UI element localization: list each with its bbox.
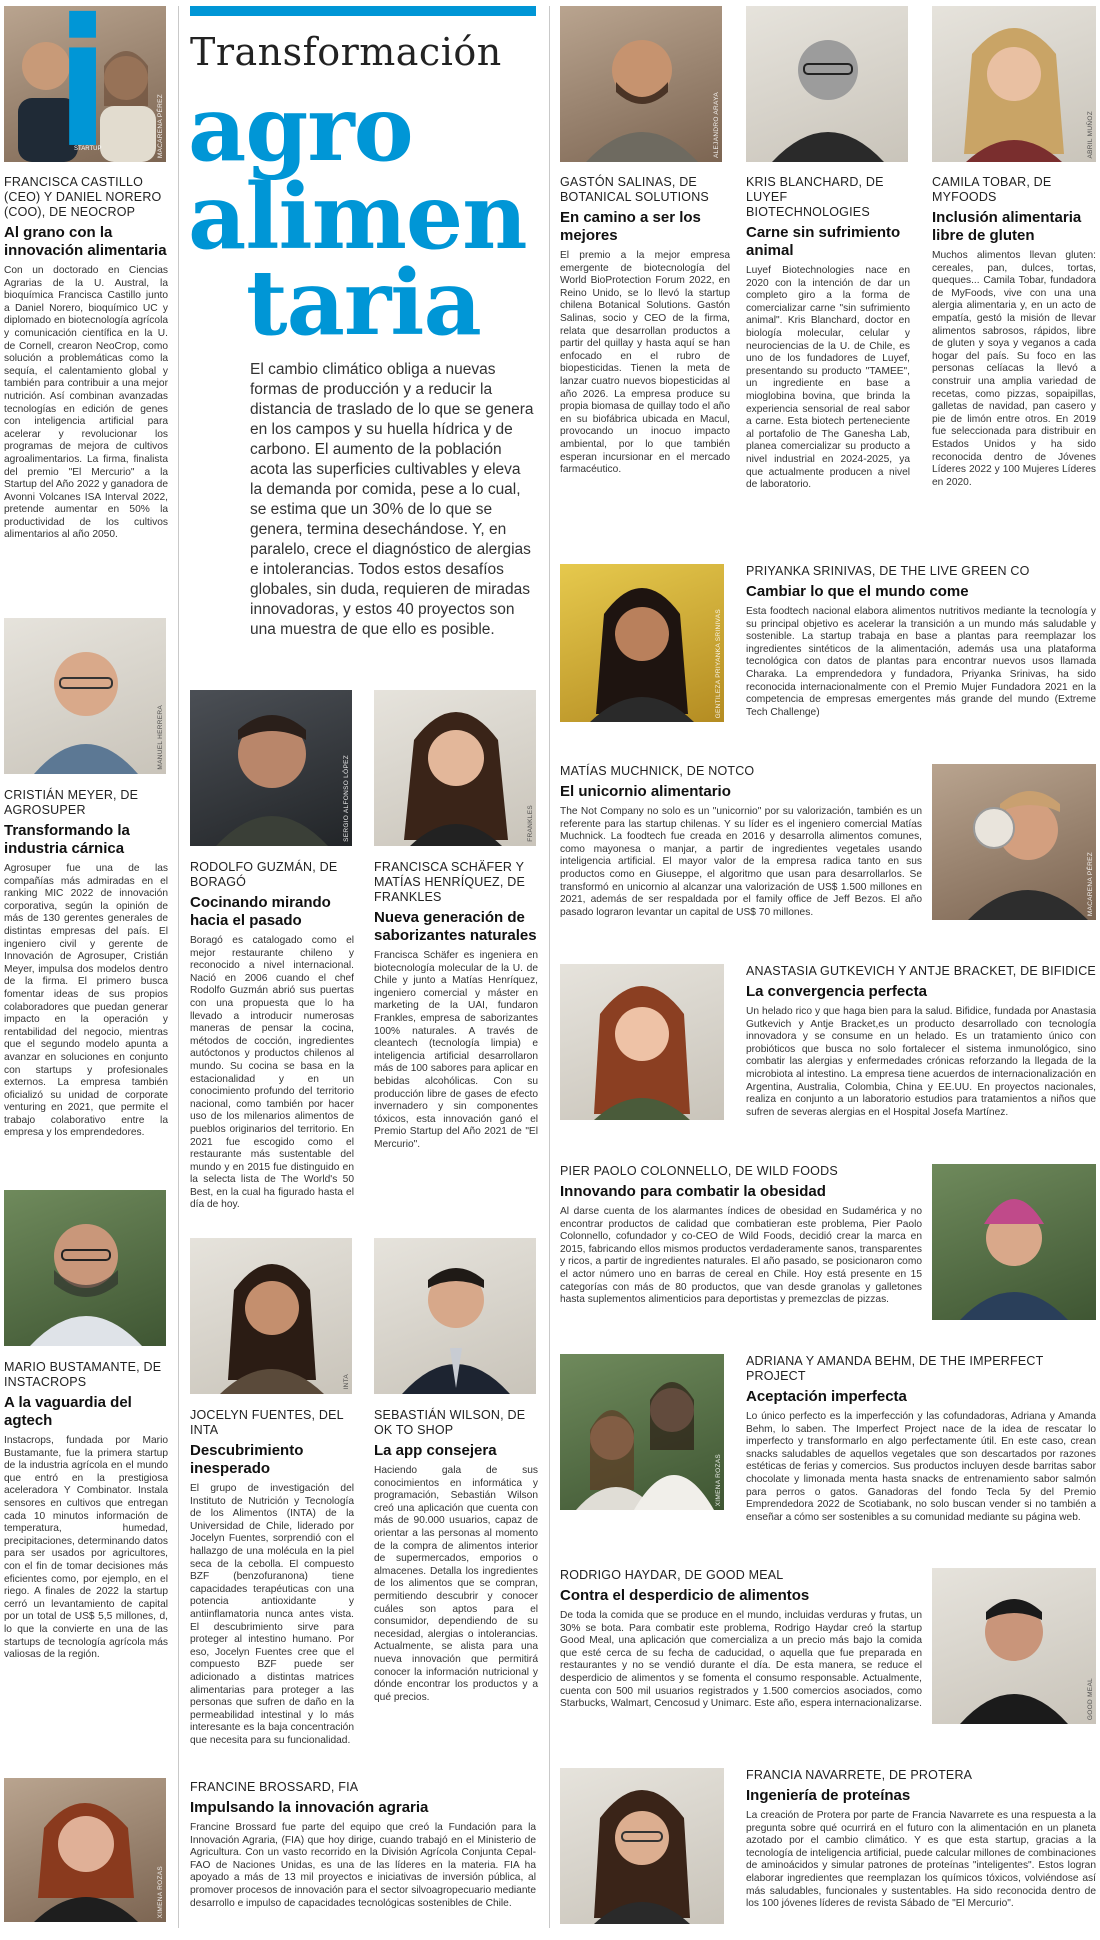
article-livegreen <box>746 564 1096 719</box>
article-imperfect <box>746 1354 1096 1524</box>
goodmeal-photo <box>932 1568 1096 1724</box>
inta-body: El grupo de investigación del Instituto de Nutrición y Tecnología de los Alimentos (INTA) de la Universidad de Chile, liderado por Jocelyn Fuentes, sorprendió con el hallazgo de una molécula en la piel seca de la cebolla. El compuesto BZF (benzofuranona) tiene capacidades terapéuticas con una potencia antioxidante y antiinflamatoria nunca antes vista. El descubrimiento sirve para proteger al intestino humano. Por eso, Jocelyn Fuentes cree que el compuesto BZF puede ser adicionado a distintas matrices alimentarias para proteger a las personas que sufren de daño en la permeabilidad intestinal y lo más interesante es la baja concentración que necesita para su funcionalidad. <box>190 1483 354 1746</box>
two-women-portrait-icon <box>560 1354 724 1510</box>
article-wildfoods <box>560 1164 922 1307</box>
myfoods-photo-credit: ABRIL MUÑOZ <box>1087 110 1094 158</box>
man-portrait-icon <box>4 618 166 774</box>
luyef-photo <box>746 6 908 162</box>
borago-body: Boragó es catalogado como el mejor restaurante chileno y reconocido a nivel internacional. Nació en 2006 cuando el chef Rodolfo Guzmán abrió sus puertas con una propuesta que lo ha llevado a introducir numerosas maneras de pensar la cocina, métodos de cocción, ingredientes autóctonos y productos chilenos al mundo. Su cocina se basa en la estacionalidad y en un conocimiento profundo del territorio nacional, como también por hacer uso de los milenarios alimentos de pueblos originarios del territorio. En 2021 fue escogido como el restaurante más sustentable del mundo y en 2015 fue distinguido en la selecta lista de The World's 50 Best, en la cual ha figurado hasta el día de hoy. <box>190 935 354 1211</box>
man-suit-portrait-icon <box>374 1238 536 1394</box>
bifidice-photo <box>560 964 724 1120</box>
borago-photo-credit: SERGIO ALFONSO LÓPEZ <box>343 755 350 842</box>
notco-body: The Not Company no solo es un "unicornio" por su valorización, también es un referente para las startup chilenas. Y su líder es el ingeniero comercial Matías Muchnick. La foodtech fue creada en 2016 y desarrolla alimentos comunes, como mayonesa o manjar, a partir de ingredientes vegetales usando inteligencia artificial. El mayor valor de la empresa radica tanto en sus productos como en Giuseppe, el algoritmo que usan para desarrollarlos. Se transformó en unicornio al alcanzar una valorización de US$ 1.500 millones en 2021, además de ser respaldada por el family office de Jeff Bezos. El año pasado lograron levantar un capital de US$ 70 millones. <box>560 806 922 918</box>
article-instacrops <box>4 1360 168 1662</box>
neocrop-photo <box>4 6 166 162</box>
fia-photo <box>4 1778 166 1922</box>
article-agrosuper <box>4 788 168 1140</box>
imperfect-name: ADRIANA Y AMANDA BEHM, DE THE IMPERFECT PROJECT <box>746 1354 1044 1383</box>
wildfoods-headline: Innovando para combatir la obesidad <box>560 1183 826 1200</box>
man-glasses-portrait-icon <box>4 1190 166 1346</box>
inta-photo <box>190 1238 352 1394</box>
bifidice-headline: La convergencia perfecta <box>746 983 927 1000</box>
man-glasses-bw-portrait-icon <box>746 6 908 162</box>
protera-headline: Ingeniería de proteínas <box>746 1787 911 1804</box>
article-bifidice <box>746 964 1096 1119</box>
bifidice-name: ANASTASIA GUTKEVICH Y ANTJE BRACKET, DE BIFIDICE <box>746 964 1096 978</box>
goodmeal-headline: Contra el desperdicio de alimentos <box>560 1587 810 1604</box>
livegreen-body: Esta foodtech nacional elabora alimentos nutritivos mediante la tecnología y su principal objetivo es acelerar la transición a un mundo más saludable y sostenible. La startup trabaja en base a plantas para reemplazar los ingredientes sintéticos de la alimentación, además usa una plataforma tecnológica con datos de plantas para encontrar nuevos usos llamada Charaka. La emprendedora y fundadora, Priyanka Srinivas, ha sido reconocida internacionalmente con el Premio Mujer Fundadora 2021 en la competencia de empresas emergentes más grande del mundo (Extreme Tech Challenge) <box>746 606 1096 718</box>
bifidice-body: Un helado rico y que haga bien para la salud. Bifidice, fundada por Anastasia Gutkevich y Antje Bracket,es un producto desarrollado con tecnología innovadora y se consume en un helado. Es un tratamiento único con probióticos que busca no solo fortalecer el sistema inmunológico, sino combatir las alergias y enfermedades crónicas reforzando la llegada de la microbiota al intestino. La empresa tiene acuerdos de internacionalización en Argentina, Australia, Colombia, China y EE.UU. En proyectos nacionales, realiza en conjunto a un laboratorio estudios para tratamientos a niños que sufren de severas alergias en el Hospital Josefa Martínez. <box>746 1006 1096 1118</box>
fia-photo-credit: XIMENA ROZAS <box>157 1865 164 1918</box>
column-rule-1 <box>178 6 179 1928</box>
page-title-taria: taria <box>246 250 481 356</box>
borago-photo <box>190 690 352 846</box>
botanical-name: GASTÓN SALINAS, DE BOTANICAL SOLUTIONS <box>560 175 709 204</box>
article-borago <box>190 860 354 1212</box>
luyef-headline: Carne sin sufrimiento animal <box>746 224 901 259</box>
botanical-body: El premio a la mejor empresa emergente de biotecnología del World BioProtection Forum 2022, en Reino Unido, se lo llevó la startup chilena Botanical Solutions. Gastón Salinas, socio y CEO de la firma, relata que desarrollan productos a partir del quillay y hasta aquí se han enfocado en el rubro de biopesticidas. Tienen la meta de lanzar cuatro nuevos biopesticidas al año 2026. La empresa produce su propia biomasa de quillay todo el año en su biofábrica ubicada en Macul, provocando un inocuo impacto ambiental, por lo que también esperan incursionar en el mercado farmacéutico. <box>560 250 730 476</box>
neocrop-name: FRANCISCA CASTILLO (CEO) Y DANIEL NORERO (COO), DE NEOCROP <box>4 175 162 219</box>
notco-headline: El unicornio alimentario <box>560 783 731 800</box>
woman-blonde-portrait-icon <box>932 6 1096 162</box>
protera-photo <box>560 1768 724 1924</box>
instacrops-photo <box>4 1190 166 1346</box>
agrosuper-photo <box>4 618 166 774</box>
agrosuper-body: Agrosuper fue una de las compañías más admiradas en el ranking MIC 2022 de innovación corporativa, según la opinión de más de 130 gerentes generales de distintas empresas del país. El ingeniero civil y gerente de Innovación de Agrosuper, Cristián Meyer, impulsa dos modelos dentro de la firma. El primero busca fomentar ideas de sus propios colaboradores que puedan generar impacto en la operación y rentabilidad del negocio, mientras que el segundo modelo apunta a avanzar en soluciones en conjunto con startups y profesionales externos. La empresa también oficializó su unidad de corporate venturing en 2021, que permite el trabajo colaborativo entre la empresa y los emprendedores. <box>4 863 168 1139</box>
notco-name: MATÍAS MUCHNICK, DE NOTCO <box>560 764 755 778</box>
article-myfoods <box>932 175 1096 489</box>
myfoods-body: Muchos alimentos llevan gluten: cereales, pan, dulces, tortas, queques... Camila Tobar, fundadora de MyFoods, vive con una una alergia alimentaria y, en un acto de empatía, gestó la misión de llevar alimentos sabrosos, rápidos, libre de gluten y soya y veganos a cada hogar del país. Su foco en las personas celíacas la llevó a construir una amplia variedad de recetas, como pizzas, sopaipillas, galletas de navidad, pan casero y pie de limón entre otros. En 2019 fue seleccionada para distribuir en Estados Unidos y ha sido reconocida dentro de Jóvenes Líderes 2022 y 100 Mujeres Líderes en 2020. <box>932 250 1096 488</box>
instacrops-name: MARIO BUSTAMANTE, DE INSTACROPS <box>4 1360 162 1389</box>
woman-portrait-icon <box>4 1778 166 1922</box>
goodmeal-name: RODRIGO HAYDAR, DE GOOD MEAL <box>560 1568 784 1582</box>
inta-headline: Descubrimiento inesperado <box>190 1442 304 1477</box>
borago-name: RODOLFO GUZMÁN, DE BORAGÓ <box>190 860 338 889</box>
woman-smiling-portrait-icon <box>190 1238 352 1394</box>
lead-paragraph: El cambio climático obliga a nuevas formas de producción y a reducir la distancia de traslado de lo que se genera en los campos y su huella hídrica y de carbono. El aumento de la población acota las superficies cultivables y eleva la demanda por comida, pese a lo cual, se estima que un 30% de lo que se genera, termina desechándose. Y, en paralelo, crece el diagnóstico de alergias e intolerancias. Todos estos desafíos globales, sin duda, requieren de miradas innovadoras, y estos 40 proyectos son una muestra de que ello es posible. <box>250 361 534 638</box>
article-neocrop <box>4 175 168 542</box>
instacrops-headline: A la vaguardia del agtech <box>4 1394 132 1429</box>
goodmeal-photo-credit: GOOD MEAL <box>1087 1677 1094 1720</box>
fia-body: Francine Brossard fue parte del equipo que creó la Fundación para la Innovación Agraria, (FIA) que hoy dirige, cuando trabajó en el Ministerio de Agricultura. Con un vasto recorrido en la División Agrícola Conjunta Cepal-FAO de Naciones Unidas, es una de las líderes en la materia. FIA ha apoyado a más de 13 mil proyectos e iniciativas de inversión pública, al promover procesos de innovación para el sector silvoagropecuario mediante desarrollo e impulso de capacidades tecnológicas sostenibles de Chile. <box>190 1822 536 1909</box>
accent-bar <box>190 6 536 16</box>
okto-body: Haciendo gala de sus conocimientos en informática y programación, Sebastián Wilson creó una aplicación que cuenta con más de 90.000 usuarios, capaz de orientar a las personas al momento de la compra de alimentos interior de supermercados, emporios o almacenes. Detalla los ingredientes de los alimentos que se compran, permitiendo descubrir y conocer cuáles son aptos para el consumidor, dependiendo de su necesidad, alergias o intolerancias. Actualmente, se alista para una nueva innovación que permitirá conocer la información nutricional y dónde encontrar los productos y a qué precios. <box>374 1465 538 1703</box>
goodmeal-body: De toda la comida que se produce en el mundo, incluidas verduras y frutas, un 30% se bota. Para combatir este problema, Rodrigo Haydar creó la startup Good Meal, una aplicación que comercializa a un precio más bajo la comida que esté cerca de su fecha de caducidad, o aquella que fue preparada en restaurantes y no se vendió durante el día. De esta manera, se reduce el desperdicio de alimentos y se fomenta el consumo responsable. Actualmente, cuenta con 500 mil usuarios registrados y 1.500 comercios asociados, como Starbucks, Walmart, Cencosud y Unimarc. Este año, espera internacionalizarse. <box>560 1610 922 1710</box>
frankles-headline: Nueva generación de saborizantes naturales <box>374 909 537 944</box>
article-botanical <box>560 175 730 477</box>
article-okto <box>374 1408 538 1704</box>
livegreen-name: PRIYANKA SRINIVAS, DE THE LIVE GREEN CO <box>746 564 1030 578</box>
article-protera <box>746 1768 1096 1911</box>
imperfect-photo-credit: XIMENA ROZAS <box>715 1453 722 1506</box>
livegreen-photo <box>560 564 724 722</box>
page-title-line1: Transformación <box>190 30 502 74</box>
startup-logo-text: STARTUP <box>74 146 102 152</box>
article-fia <box>190 1780 536 1910</box>
frankles-photo-credit: FRANKLES <box>527 805 534 842</box>
neocrop-headline: Al grano con la innovación alimentaria <box>4 224 167 259</box>
article-goodmeal <box>560 1568 922 1711</box>
woman-curly-hair-portrait-icon <box>374 690 536 846</box>
woman-red-hair-portrait-icon <box>560 964 724 1120</box>
notco-photo-credit: MACARENA PÉREZ <box>1087 851 1094 916</box>
okto-headline: La app consejera <box>374 1442 497 1459</box>
fia-name: FRANCINE BROSSARD, FIA <box>190 1780 359 1794</box>
page-title-agro: agro <box>188 76 413 182</box>
wildfoods-body: Al darse cuenta de los alarmantes índices de obesidad en Sudamérica y no encontrar productos de calidad que combatieran este problema, Pier Paolo Colonnello, cofundador y co-CEO de Wild Foods, decidió crear la marca en 2015, fabricando ellos mismos productos verdaderamente sanos, transparentes y ricos, a partir de ingredientes naturales. El año pasado, se posicionaron como el actor número uno en barras de cereal en Chile. Hoy está presente en 15 categorías con más de 80 productos, que van desde granolas y galletones hasta suplementos alimenticios para deportistas y premezclas de pizzas. <box>560 1206 922 1306</box>
man-beanie-portrait-icon <box>932 1164 1096 1320</box>
imperfect-headline: Aceptación imperfecta <box>746 1388 907 1405</box>
inta-photo-credit: INTA <box>343 1374 350 1390</box>
article-notco <box>560 764 922 919</box>
botanical-photo <box>560 6 722 162</box>
agrosuper-photo-credit: MANUEL HERRERA <box>157 705 164 770</box>
article-inta <box>190 1408 354 1747</box>
article-frankles <box>374 860 538 1152</box>
frankles-body: Francisca Schäfer es ingeniera en biotecnología molecular de la U. de Chile y junto a Matías Henríquez, ingeniero comercial y máster en marketing de la UAI, fundaron Frankles, empresa de saborizantes 100% naturales. A través de cleantech (tecnología limpia) e inteligencia artificial desarrollaron más de 100 sabores para aplicar en bebidas alcohólicas. Con su producción libre de gases de efecto invernadero y sin componentes tóxicos, esta innovación ganó el Premio Startup del Año 2021 de "El Mercurio". <box>374 950 538 1150</box>
agrosuper-name: CRISTIÁN MEYER, DE AGROSUPER <box>4 788 139 817</box>
chef-portrait-icon <box>190 690 352 846</box>
notco-photo <box>932 764 1096 920</box>
instacrops-body: Instacrops, fundada por Mario Bustamante, fue la primera startup de la industria agrícola en el mundo que entró en la prestigiosa aceleradora Y Combinator. Instala sensores en cultivos que entregan cada 10 minutos información de temperatura, humedad, precipitaciones, determinando datos para ser usados por agricultores, con el fin de tomar decisiones más eficientes como, por ejemplo, en el riego. A finales de 2022 la startup cerró un levantamiento de capital por un total de US$ 5,5 millones, d, lo que la convierte en una de las startups de tecnología agrícola más valiosas de la región. <box>4 1435 168 1661</box>
woman-portrait-yellow-bg-icon <box>560 564 724 722</box>
imperfect-body: Lo único perfecto es la imperfección y las cofundadoras, Adriana y Amanda Behm, lo saben. The Imperfect Project nace de la idea de rescatar lo imperfecto y transformarlo en algo perfectamente útil. En este caso, crean snacks saludables de aquellos vegetales que son descartados por razones estéticas de ferias y comercios. Sus productos incluyen desde barritas sabor chocolate y limonada menta hasta snacks de entrenamiento sabor salmón para perros o gatos. Ganadoras del fondo Tecla 5y del Premio Emprendedora 2022 de Scotiabank, no solo buscan vender si no también a enseñar a cómo ser sostenibles a su comunidad mediante su página web. <box>746 1411 1096 1523</box>
man-holding-object-portrait-icon <box>932 764 1096 920</box>
myfoods-photo <box>932 6 1096 162</box>
wildfoods-name: PIER PAOLO COLONNELLO, DE WILD FOODS <box>560 1164 838 1178</box>
page-title-alimen: alimen <box>188 164 527 270</box>
neocrop-body: Con un doctorado en Ciencias Agrarias de la U. Austral, la bioquímica Francisca Castillo junto a Daniel Norero, bioquímico UC y diplomado en biotecnología agrícola y comunicación científica en la U. de Cornell, crearon NeoCrop, como solución a problemáticas como la sequía, el calentamiento global y también para contribuir a una mejor nutrición. Así combinan avanzadas tecnologías en edición de genes con inteligencia artificial para acelerar y revolucionar los programas de mejora de cultivos agroalimentarios. La firma, finalista del premio "El Mercurio" a la Startup del Año 2022 y ganadora de Avonni Volcanes ISA Interval 2022, pretende aumentar en 50% la productividad de los cultivos alimentarios al año 2050. <box>4 265 168 541</box>
luyef-body: Luyef Biotechnologies nace en 2020 con la intención de dar un completo giro a la forma de comercializar carne "sin sufrimiento animal". Kris Blanchard, doctor en biología molecular, celular y neurociencias de la U. de Chile, es uno de los fundadores de Luyef, presentando su producto "TAMEE", un ingrediente en base a mioglobina bovina, que brinda la experiencia sensorial de real sabor a carne. Esta biotech perteneciente al portafolio de The Ganesha Lab, planea comercializar su producto a nivel industrial en 2024-2025, ya que actualmente producen a nivel de laboratorio. <box>746 265 910 491</box>
luyef-name: KRIS BLANCHARD, DE LUYEF BIOTECHNOLOGIES <box>746 175 884 219</box>
agrosuper-headline: Transformando la industria cárnica <box>4 822 130 857</box>
protera-name: FRANCIA NAVARRETE, DE PROTERA <box>746 1768 973 1782</box>
frankles-name: FRANCISCA SCHÄFER Y MATÍAS HENRÍQUEZ, DE FRANKLES <box>374 860 526 904</box>
myfoods-headline: Inclusión alimentaria libre de gluten <box>932 209 1082 244</box>
wildfoods-photo <box>932 1164 1096 1320</box>
imperfect-photo <box>560 1354 724 1510</box>
fia-headline: Impulsando la innovación agraria <box>190 1799 429 1816</box>
okto-photo <box>374 1238 536 1394</box>
woman-glasses-portrait-icon <box>560 1768 724 1924</box>
frankles-photo <box>374 690 536 846</box>
borago-headline: Cocinando mirando hacia el pasado <box>190 894 331 929</box>
man-beard-portrait-icon <box>560 6 722 162</box>
column-rule-2 <box>549 6 550 1928</box>
man-smiling-portrait-icon <box>932 1568 1096 1724</box>
myfoods-name: CAMILA TOBAR, DE MYFOODS <box>932 175 1052 204</box>
botanical-photo-credit: ALEJANDRO ARAYA <box>713 91 720 158</box>
startup-logo-icon <box>4 6 166 162</box>
protera-body: La creación de Protera por parte de Francia Navarrete es una respuesta a la pregunta sobre qué ocurrirá en el futuro con la alimentación en un planeta azotado por el cambio climático. Y es que esta startup, gracias a la tecnología de inteligencia artificial, puede calcular millones de combinaciones de aminoácidos y simular patrones de proteínas "inteligentes". Estos logran elaborar ingredientes que reemplazan los químicos tóxicos, volviéndose así más saludables, funcionales y sustentables. Ha sido reconocida dentro de los 100 jóvenes líderes de revista Sábado de "El Mercurio". <box>746 1810 1096 1910</box>
livegreen-headline: Cambiar lo que el mundo come <box>746 583 969 600</box>
okto-name: SEBASTIÁN WILSON, DE OK TO SHOP <box>374 1408 526 1437</box>
inta-name: JOCELYN FUENTES, DEL INTA <box>190 1408 344 1437</box>
neocrop-photo-credit: MACARENA PÉREZ <box>157 93 164 158</box>
livegreen-photo-credit: GENTILEZA PRIYANKA SRINIVAS <box>715 608 722 718</box>
botanical-headline: En camino a ser los mejores <box>560 209 701 244</box>
article-luyef <box>746 175 910 492</box>
